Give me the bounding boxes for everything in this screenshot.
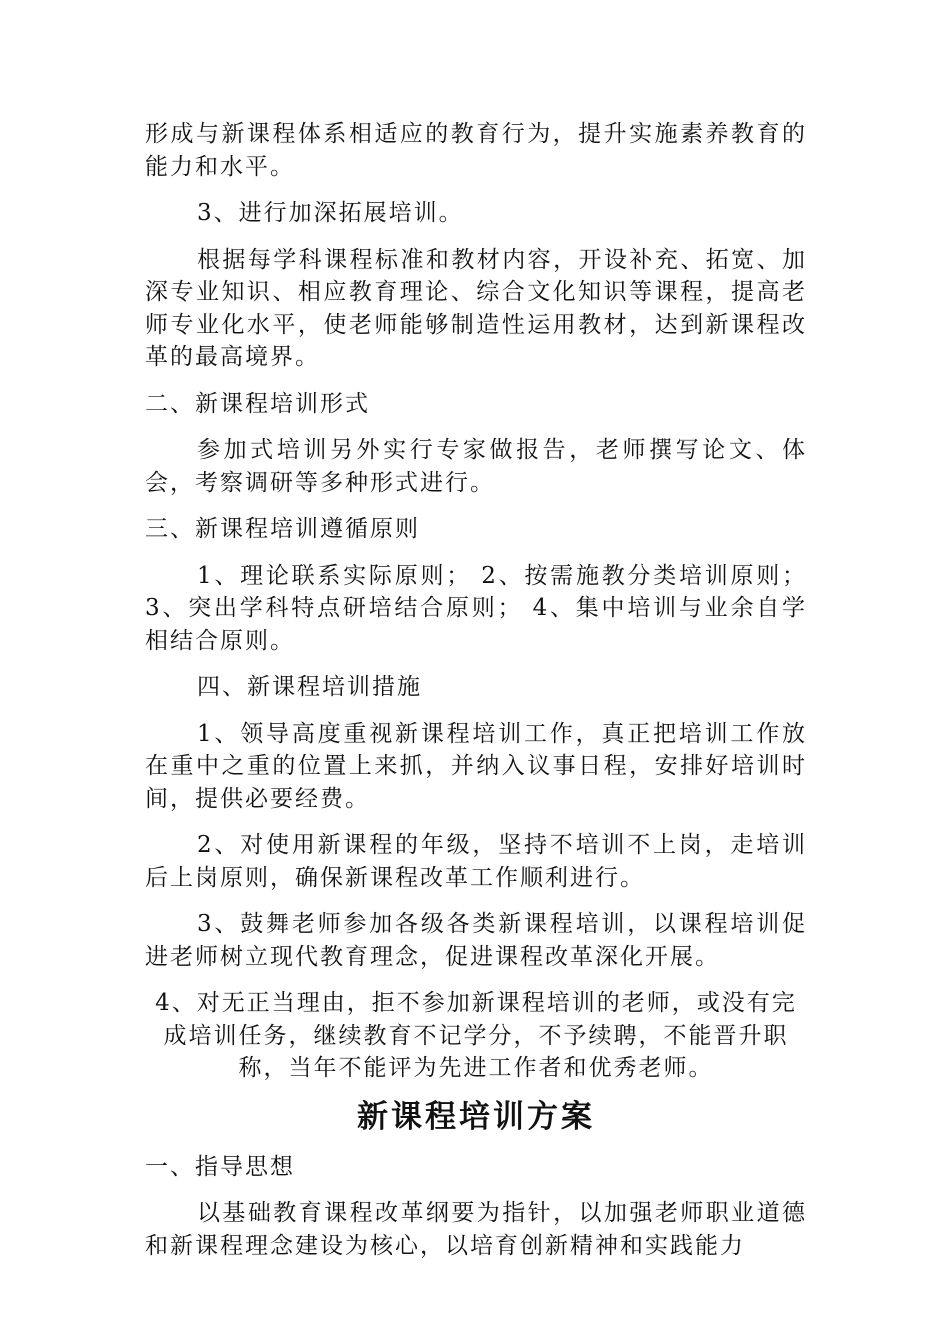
document-title: 新课程培训方案 [357,1098,595,1135]
paragraph-guiding-thought: 以基础教育课程改革纲要为指针，以加强老师职业道德和新课程理念建设为核心，以培育创新精神和实践能力 [145,1200,807,1259]
document-page [145,118,807,1262]
section-3-heading: 三、新课程培训遵循原则 [145,516,420,542]
paragraph-measure-4: 4、对无正当理由，拒不参加新课程培训的老师，或没有完成培训任务，继续教育不记学分，不予续聘，不能晋升职称，当年不能评为先进工作者和优秀老师。 [155,990,797,1081]
section-2-heading: 二、新课程培训形式 [145,390,370,417]
section-4-heading: 四、新课程培训措施 [197,674,422,700]
section-1-heading: 一、指导思想 [145,1153,295,1180]
paragraph-training-form: 参加式培训另外实行专家做报告，老师撰写论文、体会，考察调研等多种形式进行。 [145,437,807,496]
item-3-heading: 3、进行加深拓展培训。 [197,200,464,226]
paragraph-measure-1: 1、领导高度重视新课程培训工作，真正把培训工作放在重中之重的位置上来抓，并纳入议事日程，安排好培训时间，提供必要经费。 [145,720,807,812]
paragraph-continuation: 形成与新课程体系相适应的教育行为，提升实施素养教育的能力和水平。 [145,121,807,180]
paragraph-measure-3: 3、鼓舞老师参加各级各类新课程培训，以课程培训促进老师树立现代教育理念，促进课程改革深化开展。 [145,911,807,970]
paragraph-measure-2: 2、对使用新课程的年级，坚持不培训不上岗，走培训后上岗原则，确保新课程改革工作顺利进行。 [145,832,807,891]
paragraph-principles: 1、理论联系实际原则； 2、按需施教分类培训原则；3、突出学科特点研培结合原则； 4、集中培训与业余自学相结合原则。 [145,562,807,654]
paragraph-extension-training: 根据每学科课程标准和教材内容，开设补充、拓宽、加深专业知识、相应教育理论、综合文化知识等课程，提高老师专业化水平，使老师能够制造性运用教材，达到新课程改革的最高境界。 [145,246,807,370]
